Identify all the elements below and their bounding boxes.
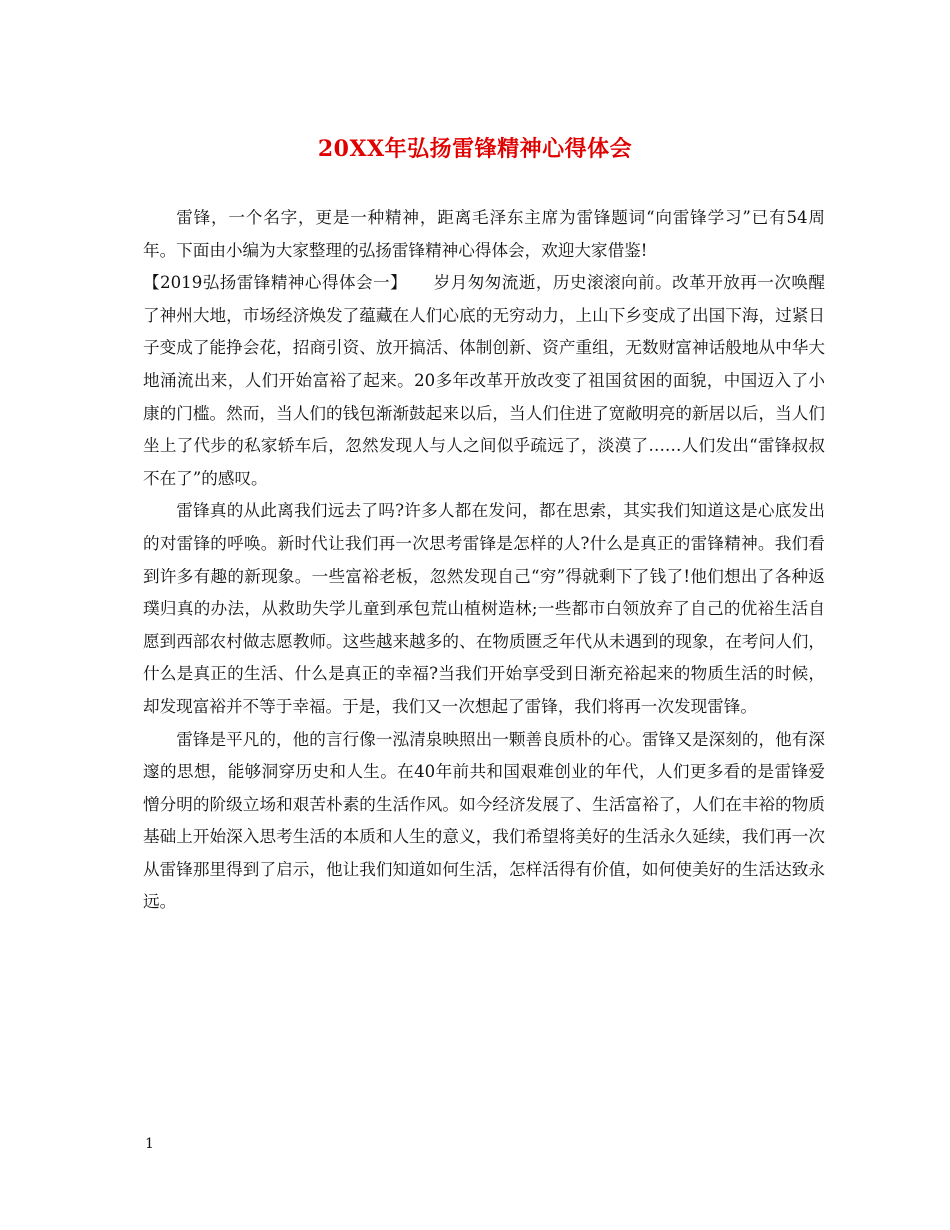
intro-paragraph: 雷锋，一个名字，更是一种精神，距离毛泽东主席为雷锋题词“向雷锋学习”已有54周年。下面由小编为大家整理的弘扬雷锋精神心得体会，欢迎大家借鉴! [143,208,825,260]
section-one-text: 岁月匆匆流逝，历史滚滚向前。改革开放再一次唤醒了神州大地，市场经济焕发了蕴藏在人们心底的无穷动力，上山下乡变成了出国下海，过紧日子变成了能挣会花，招商引资、放开搞活、体制创新、资产重组，无数财富神话般地从中华大地涌流出来，人们开始富裕了起来。20多年改革开放改变了祖国贫困的面貌，中国迈入了小康的门槛。然而，当人们的钱包渐渐鼓起来以后，当人们住进了宽敞明亮的新居以后，当人们坐上了代步的私家轿车后，忽然发现人与人之间似乎疏远了，淡漠了……人们发出“雷锋叔叔不在了”的感叹。 [143,273,825,488]
body-paragraph-3: 雷锋是平凡的，他的言行像一泓清泉映照出一颗善良质朴的心。雷锋又是深刻的，他有深邃的思想，能够洞穿历史和人生。在40年前共和国艰难创业的年代，人们更多看的是雷锋爱憎分明的阶级立场和艰苦朴素的生活作风。如今经济发展了、生活富裕了，人们在丰裕的物质基础上开始深入思考生活的本质和人生的意义，我们希望将美好的生活永久延续，我们再一次从雷锋那里得到了启示，他让我们知道如何生活，怎样活得有价值，如何使美好的生活达致永远。 [143,729,825,912]
document-body [143,202,825,919]
page-number: 1 [145,1136,154,1152]
section-one-paragraph [143,267,825,495]
document-title: 20XX年弘扬雷锋精神心得体会 [317,136,633,162]
section-one-heading: 【2019弘扬雷锋精神心得体会一】 [143,273,408,293]
body-paragraph-2: 雷锋真的从此离我们远去了吗?许多人都在发问，都在思索，其实我们知道这是心底发出的对雷锋的呼唤。新时代让我们再一次思考雷锋是怎样的人?什么是真正的雷锋精神。我们看到许多有趣的新现象。一些富裕老板，忽然发现自己“穷”得就剩下了钱了!他们想出了各种返璞归真的办法，从救助失学儿童到承包荒山植树造林;一些都市白领放弃了自己的优裕生活自愿到西部农村做志愿教师。这些越来越多的、在物质匮乏年代从未遇到的现象，在考问人们，什么是真正的生活、什么是真正的幸福?当我们开始享受到日渐充裕起来的物质生活的时候，却发现富裕并不等于幸福。于是，我们又一次想起了雷锋，我们将再一次发现雷锋。 [143,501,825,716]
